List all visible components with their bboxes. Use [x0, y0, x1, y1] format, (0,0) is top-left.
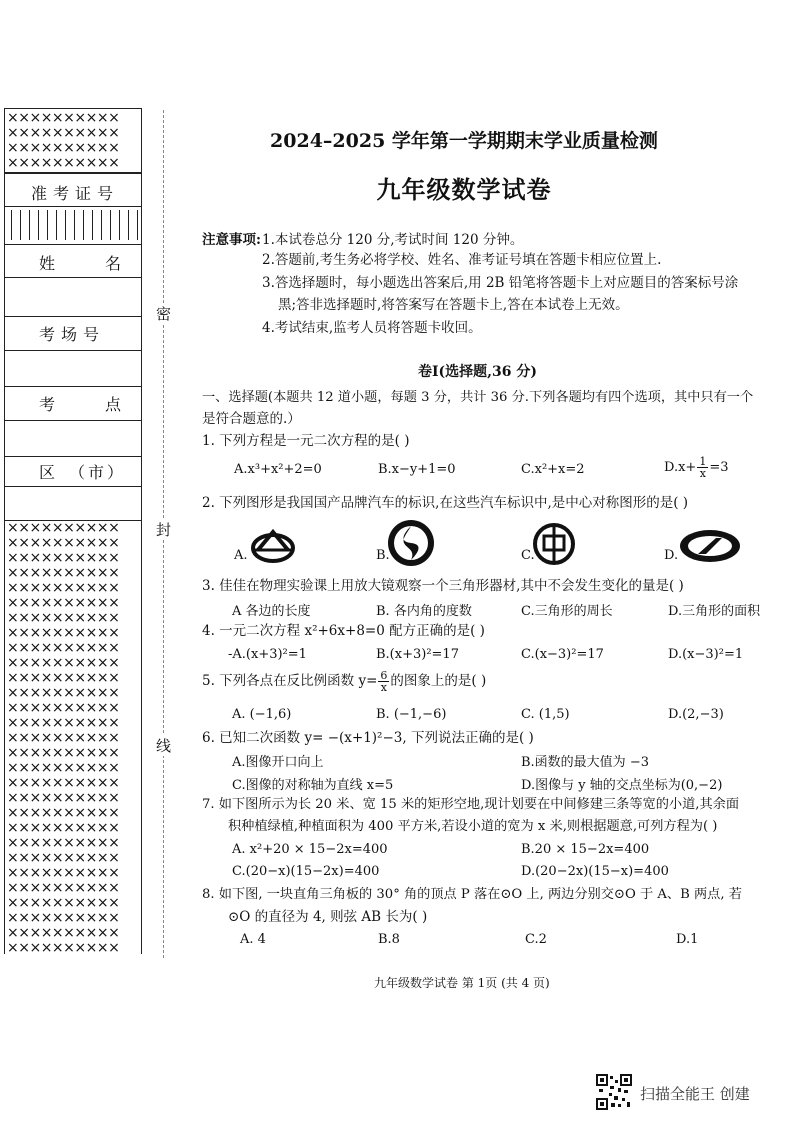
- q5-option-a: A. (−1,6): [232, 707, 292, 722]
- notice-line-2: 2.答题前,考生务必将学校、姓名、准考证号填在答题卡相应位置上.: [262, 252, 662, 268]
- q7-option-d: D.(20−2x)(15−x)=400: [521, 864, 669, 879]
- q6-option-a: A.图像开口向上: [232, 755, 324, 770]
- label-name: 姓 名: [39, 254, 128, 273]
- q1-option-d: D.x+ $\frac{1}{x}$ =3: [664, 455, 729, 480]
- q4-option-d: D.(x−3)²=1: [668, 647, 744, 662]
- q3-option-d: D.三角形的面积: [668, 604, 761, 619]
- q6-option-c: C.图像的对称轴为直线 x=5: [232, 778, 394, 793]
- q5-option-d: D.(2,−3): [668, 707, 724, 722]
- car-logo-b-icon: [386, 518, 436, 568]
- q8-stem-2: ⊙O 的直径为 4, 则弦 AB 长为( ): [228, 909, 428, 925]
- q1-option-c: C.x²+x=2: [521, 462, 585, 477]
- car-logo-d-icon: [678, 528, 742, 564]
- q8-option-d: D.1: [676, 932, 699, 947]
- notice-lead: 注意事项:: [202, 232, 261, 248]
- q3-option-c: C.三角形的周长: [521, 604, 613, 619]
- q6-stem: 6. 已知二次函数 y= −(x+1)²−3, 下列说法正确的是( ): [202, 730, 534, 746]
- binding-strip-bottom: [4, 521, 142, 954]
- binding-strip-top: [4, 108, 142, 173]
- q6-option-d: D.图像与 y 轴的交点坐标为(0,−2): [521, 778, 723, 793]
- label-exam-number: 准考证号: [31, 184, 120, 203]
- q6-option-b: B.函数的最大值为 −3: [521, 755, 649, 770]
- q2-option-d: D.: [664, 548, 679, 563]
- section-intro-1: 一、选择题(本题共 12 道小题，每题 3 分，共计 36 分.下列各题均有四个选项，其中只有一个: [202, 390, 754, 405]
- q8-option-a: A. 4: [240, 932, 266, 947]
- q8-option-c: C.2: [525, 932, 547, 947]
- car-logo-c-icon: [532, 522, 576, 566]
- q5-stem: 5. 下列各点在反比例函数 y= $\frac{6}{x}$ 的图象上的是( ): [202, 669, 487, 694]
- q1-option-a: A.x³+x²+2=0: [234, 462, 322, 477]
- exam-number-grid: [11, 210, 138, 240]
- qr-code-icon: [596, 1074, 632, 1110]
- q7-option-a: A. x²+20 × 15−2x=400: [232, 842, 388, 857]
- q2-option-c: C.: [521, 548, 535, 563]
- q2-option-b: B.: [376, 548, 390, 563]
- q2-option-a: A.: [234, 548, 248, 563]
- label-district: 区 （市）: [39, 463, 127, 482]
- x-pattern-bottom: ×××××××××× ×××××××××× ×××××××××× ×××××××××× ×××××××××× ×××××××××× ×××××××××× ×××××××××× ×××××××××× ×××××××××× ×××××××××× ×××××××××× ×××××××××× ×××××××××× ×××××××××× ×××××××××× ×××××××××× ×××××××××× ×××××××××× ×××××××××× ×××××××××× ×××××××××× ×××××××××× ×××××××××× ×××××××××× ×××××××××× ×××××××××× ×××××××××× ××××××××××: [7, 521, 120, 954]
- q8-option-b: B.8: [378, 932, 400, 947]
- q7-stem-1: 7. 如下图所示为长 20 米、宽 15 米的矩形空地,现计划要在中间修建三条等宽的小道,其余面: [202, 797, 740, 812]
- page-footer: 九年级数学试卷 第 1页 (共 4 页): [374, 976, 550, 990]
- label-exam-site: 考 点: [39, 395, 128, 414]
- q3-option-a: A 各边的长度: [232, 604, 311, 619]
- section-intro-2: 是符合题意的.）: [202, 411, 301, 427]
- label-exam-room: 考场号: [39, 325, 106, 344]
- section-title: 卷Ⅰ(选择题,36 分): [418, 364, 538, 380]
- q5-option-c: C. (1,5): [521, 707, 570, 722]
- q1-stem: 1. 下列方程是一元二次方程的是( ): [202, 433, 410, 449]
- x-pattern-top: ×××××××××× ×××××××××× ×××××××××× ××××××××××: [7, 110, 120, 171]
- q8-stem-1: 8. 如下图, 一块直角三角板的 30° 角的顶点 P 落在⊙O 上, 两边分别交⊙O 于 A、B 两点, 若: [202, 887, 742, 902]
- car-logo-a-icon: [248, 526, 298, 566]
- notice-line-3: 3.答选择题时，每小题选出答案后,用 2B 铅笔将答题卡上对应题目的答案标号涂: [262, 275, 739, 291]
- q4-option-b: B.(x+3)²=17: [376, 647, 459, 662]
- candidate-info-box: [4, 173, 142, 521]
- seal-char-mi: 密: [156, 305, 172, 323]
- q3-stem: 3. 佳佳在物理实验课上用放大镜观察一个三角形器材,其中不会发生变化的量是( ): [202, 578, 684, 594]
- q4-stem: 4. 一元二次方程 x²+6x+8=0 配方正确的是( ): [202, 623, 485, 639]
- q7-option-b: B.20 × 15−2x=400: [521, 842, 650, 857]
- q5-option-b: B. (−1,−6): [376, 707, 447, 722]
- q3-option-b: B. 各内角的度数: [376, 604, 472, 619]
- seal-char-feng: 封: [156, 521, 172, 539]
- scanner-watermark: 扫描全能王 创建: [640, 1085, 750, 1103]
- notice-line-1: 1.本试卷总分 120 分,考试时间 120 分钟。: [262, 232, 524, 248]
- q7-stem-2: 积种植绿植,种植面积为 400 平方米,若设小道的宽为 x 米,则根据题意,可列方程为( ): [228, 819, 718, 834]
- notice-line-5: 4.考试结束,监考人员将答题卡收回。: [262, 320, 482, 336]
- exam-title: 2024–2025 学年第一学期期末学业质量检测: [270, 130, 658, 152]
- seal-char-xian: 线: [156, 737, 172, 755]
- q7-option-c: C.(20−x)(15−2x)=400: [232, 864, 380, 879]
- exam-subtitle: 九年级数学试卷: [376, 175, 552, 204]
- q4-option-a: -A.(x+3)²=1: [228, 647, 307, 662]
- q1-option-b: B.x−y+1=0: [378, 462, 456, 477]
- q4-option-c: C.(x−3)²=17: [521, 647, 604, 662]
- notice-line-4: 黑;答非选择题时,将答案写在答题卡上,答在本试卷上无效。: [278, 297, 629, 313]
- q2-stem: 2. 下列图形是我国国产品牌汽车的标识,在这些汽车标识中,是中心对称图形的是( ): [202, 495, 689, 511]
